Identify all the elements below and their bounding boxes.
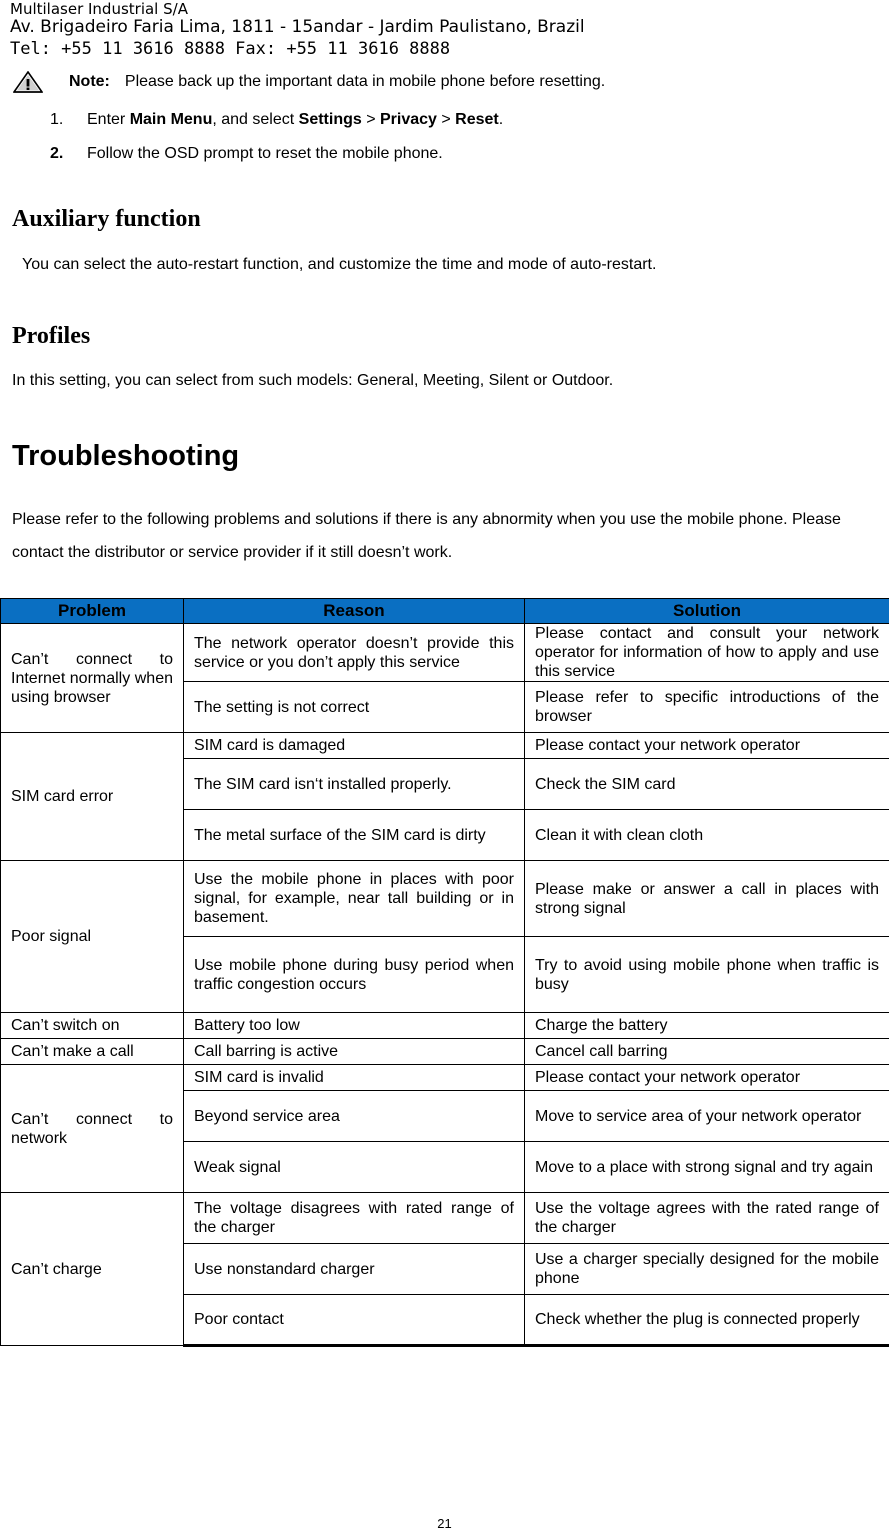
page-number: 21 <box>0 1516 889 1531</box>
note-text: Please back up the important data in mobile phone before resetting. <box>125 73 605 91</box>
table-row <box>1 1013 889 1039</box>
solution-cell: Cancel call barring <box>525 1039 889 1065</box>
table-row <box>1 624 889 682</box>
solution-cell: Clean it with clean cloth <box>525 810 889 861</box>
solution-cell: Charge the battery <box>525 1013 889 1039</box>
note-block <box>13 71 605 93</box>
solution-cell: Please contact your network operator <box>525 1065 889 1091</box>
reset-steps <box>50 103 503 171</box>
solution-cell: Check the SIM card <box>525 759 889 810</box>
table-row <box>1 733 889 759</box>
solution-cell: Move to a place with strong signal and try again <box>525 1142 889 1193</box>
reason-cell: The SIM card isn‘t installed properly. <box>184 759 525 810</box>
auxiliary-text: You can select the auto-restart function, and customize the time and mode of auto-restart. <box>22 256 656 274</box>
reason-cell: The network operator doesn’t provide this service or you don’t apply this service <box>184 624 525 682</box>
auxiliary-title: Auxiliary function <box>12 206 201 233</box>
problem-cell: SIM card error <box>1 733 184 861</box>
table-row <box>1 1065 889 1091</box>
note-label: Note: <box>69 73 110 91</box>
table-row <box>1 1039 889 1065</box>
reason-cell: Battery too low <box>184 1013 525 1039</box>
problem-cell: Can’t connect to network <box>1 1065 184 1193</box>
troubleshooting-intro: Please refer to the following problems and solutions if there is any abnormity when you use the mobile phone. Please contact the distributor or service provider if it still doesn’t work. <box>12 503 880 569</box>
solution-cell: Please make or answer a call in places with strong signal <box>525 861 889 937</box>
column-header-problem: Problem <box>1 599 184 624</box>
table-row <box>1 1193 889 1244</box>
problem-cell: Can’t connect to Internet normally when using browser <box>1 624 184 733</box>
reason-cell: The setting is not correct <box>184 682 525 733</box>
company-contact: Tel: +55 11 3616 8888 Fax: +55 11 3616 8888 <box>10 41 585 58</box>
solution-cell: Please contact your network operator <box>525 733 889 759</box>
reason-cell: SIM card is invalid <box>184 1065 525 1091</box>
reason-cell: Weak signal <box>184 1142 525 1193</box>
profiles-text: In this setting, you can select from such models: General, Meeting, Silent or Outdoor. <box>12 372 613 390</box>
reason-cell: Call barring is active <box>184 1039 525 1065</box>
step-2 <box>50 137 503 171</box>
solution-cell: Use a charger specially designed for the mobile phone <box>525 1244 889 1295</box>
company-name: Multilaser Industrial S/A <box>10 2 585 17</box>
warning-icon <box>13 71 43 93</box>
problem-cell: Poor signal <box>1 861 184 1013</box>
step-text: Follow the OSD prompt to reset the mobile phone. <box>87 145 443 163</box>
reason-cell: The metal surface of the SIM card is dirty <box>184 810 525 861</box>
troubleshooting-table <box>0 598 889 1347</box>
column-header-solution: Solution <box>525 599 889 624</box>
problem-cell: Can’t charge <box>1 1193 184 1346</box>
step-number: 1. <box>50 111 87 129</box>
reason-cell: Poor contact <box>184 1295 525 1346</box>
solution-cell: Check whether the plug is connected properly <box>525 1295 889 1346</box>
solution-cell: Please contact and consult your network operator for information of how to apply and use this service <box>525 624 889 682</box>
step-number: 2. <box>50 145 87 163</box>
solution-cell: Move to service area of your network operator <box>525 1091 889 1142</box>
step-1 <box>50 103 503 137</box>
reason-cell: Use the mobile phone in places with poor signal, for example, near tall building or in basement. <box>184 861 525 937</box>
reason-cell: SIM card is damaged <box>184 733 525 759</box>
company-address: Av. Brigadeiro Faria Lima, 1811 - 15andar - Jardim Paulistano, Brazil <box>10 19 585 36</box>
reason-cell: Use nonstandard charger <box>184 1244 525 1295</box>
table-header-row <box>1 599 889 624</box>
solution-cell: Use the voltage agrees with the rated range of the charger <box>525 1193 889 1244</box>
page-header <box>10 2 585 58</box>
reason-cell: Use mobile phone during busy period when traffic congestion occurs <box>184 937 525 1013</box>
problem-cell: Can’t make a call <box>1 1039 184 1065</box>
step-text: Enter Main Menu, and select Settings > Privacy > Reset. <box>87 111 503 129</box>
solution-cell: Try to avoid using mobile phone when traffic is busy <box>525 937 889 1013</box>
troubleshooting-title: Troubleshooting <box>12 440 239 473</box>
column-header-reason: Reason <box>184 599 525 624</box>
solution-cell: Please refer to specific introductions of the browser <box>525 682 889 733</box>
table-row <box>1 861 889 937</box>
profiles-title: Profiles <box>12 323 90 350</box>
reason-cell: Beyond service area <box>184 1091 525 1142</box>
problem-cell: Can’t switch on <box>1 1013 184 1039</box>
reason-cell: The voltage disagrees with rated range of the charger <box>184 1193 525 1244</box>
